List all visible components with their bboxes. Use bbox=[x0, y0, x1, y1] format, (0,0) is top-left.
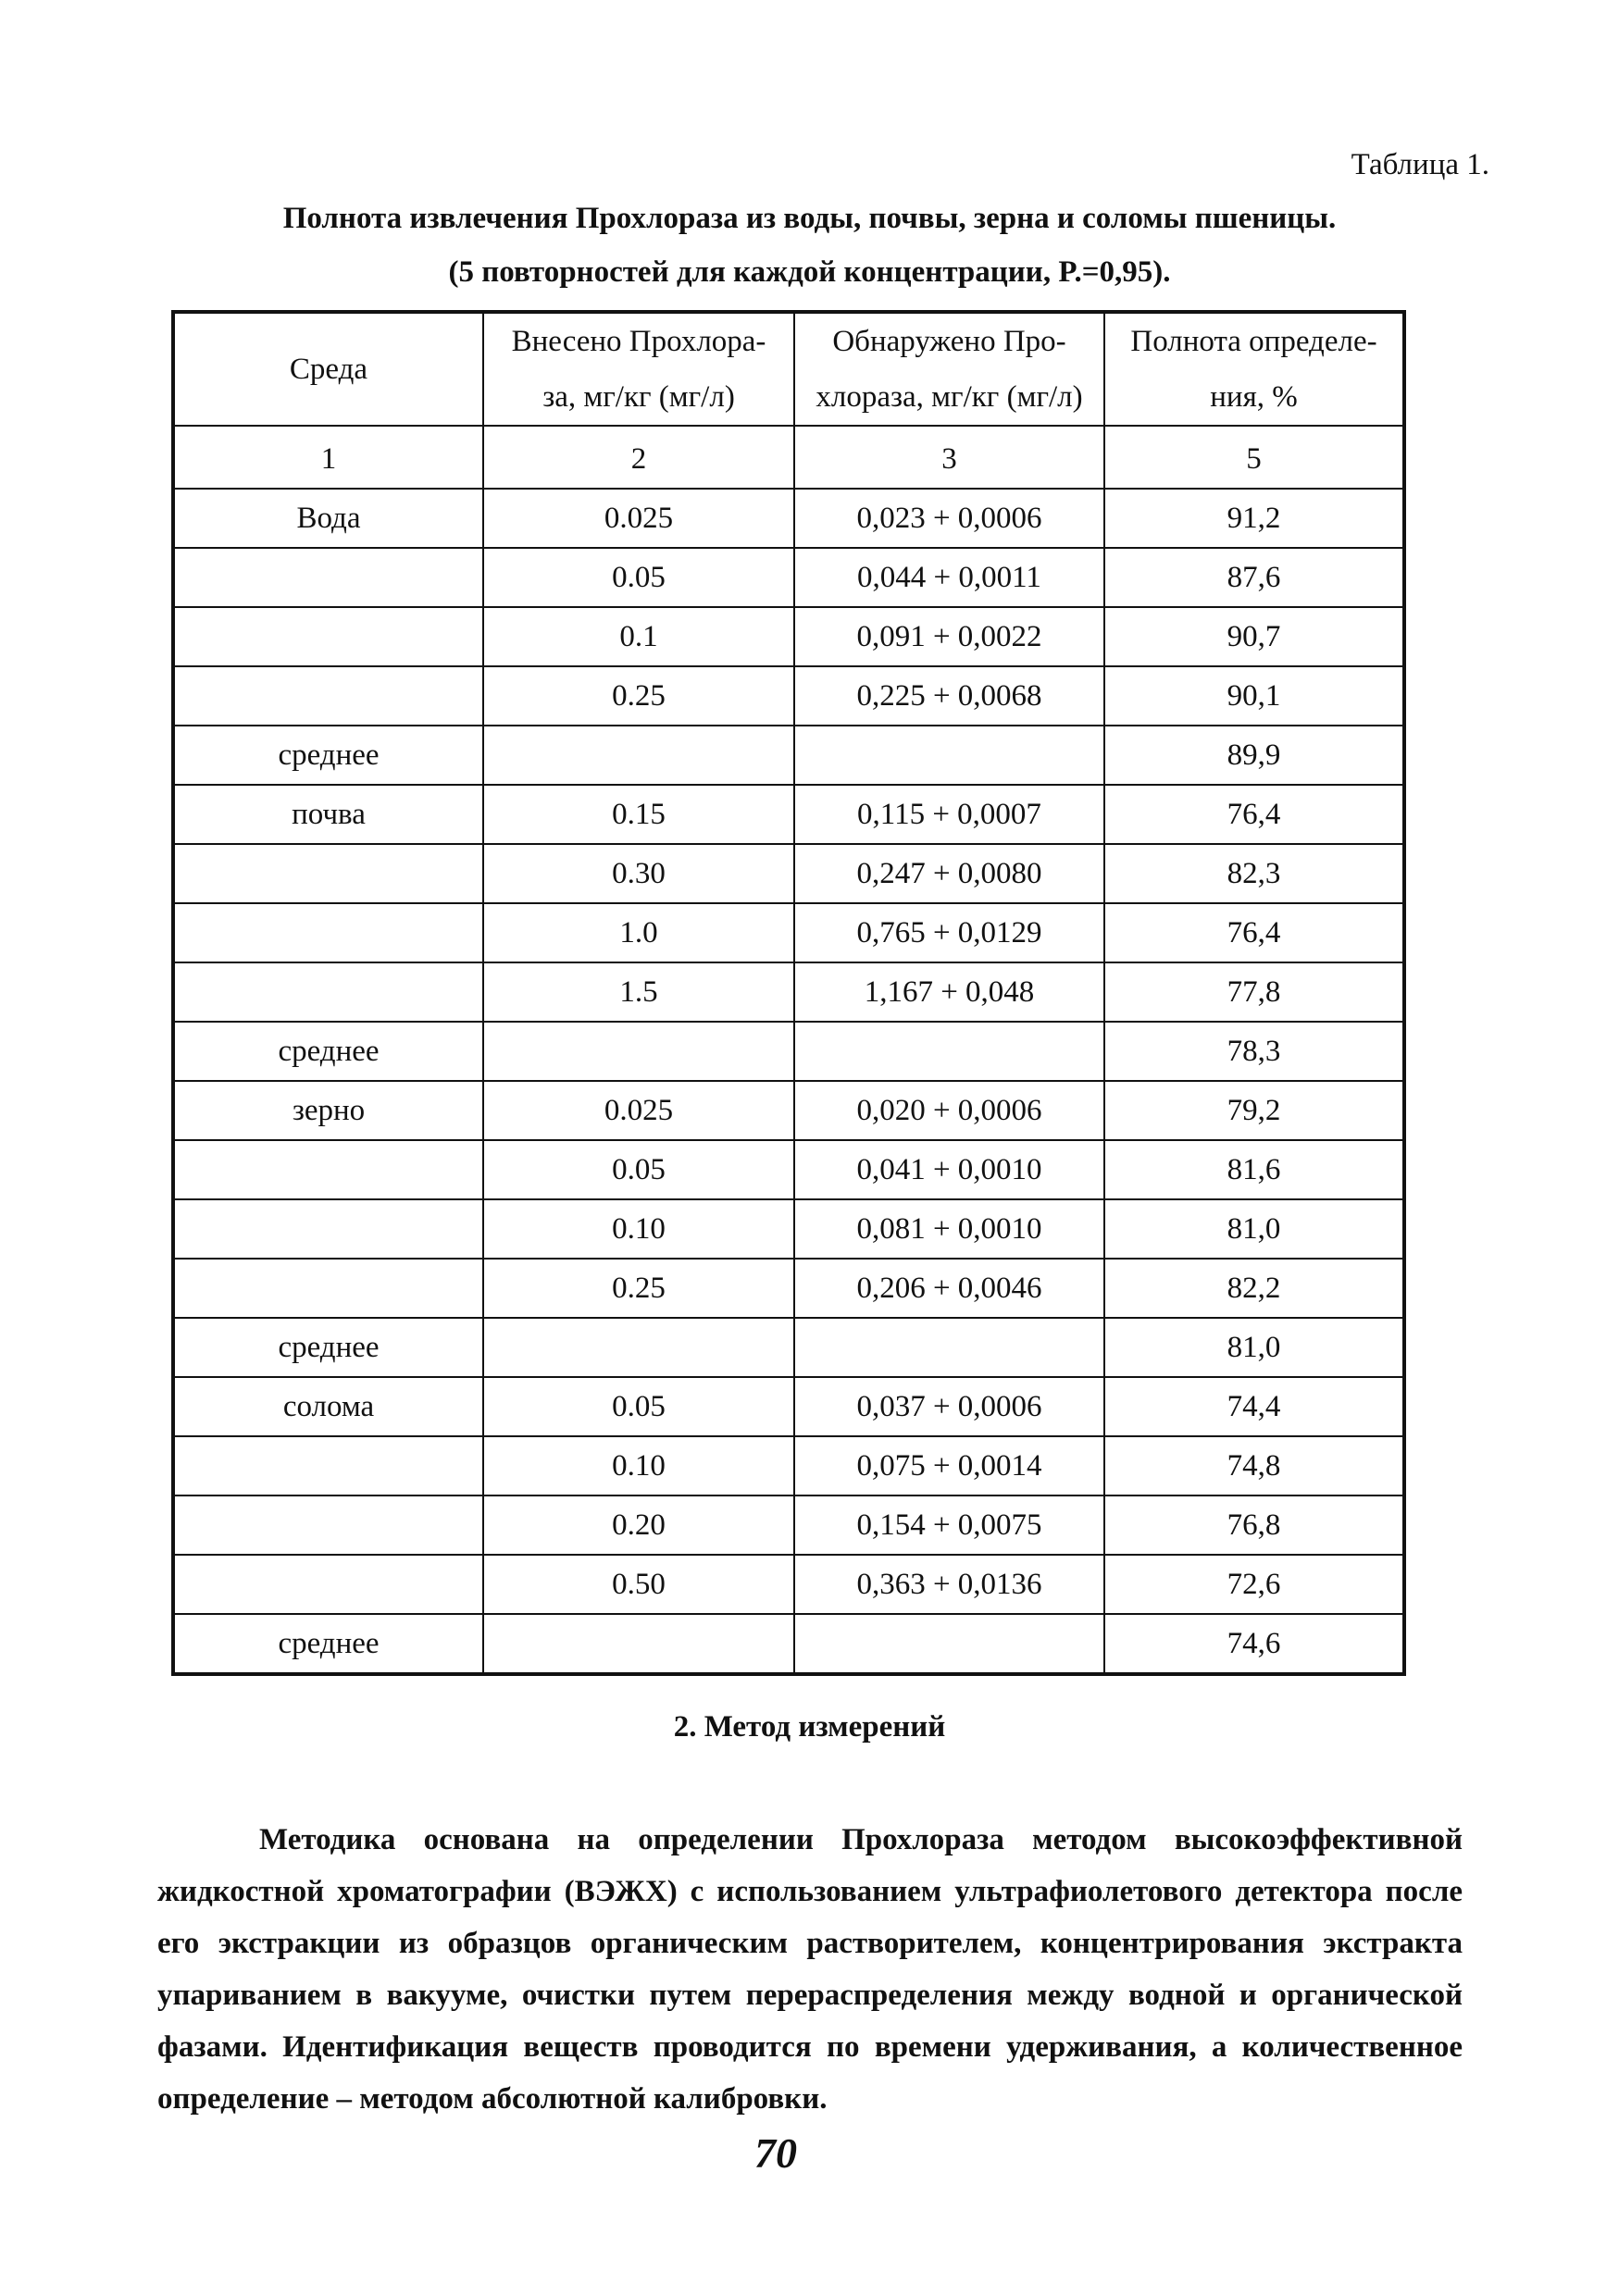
column-number-cell: 2 bbox=[483, 426, 794, 489]
cell-found: 0,037 + 0,0006 bbox=[794, 1377, 1104, 1436]
cell-found: 0,091 + 0,0022 bbox=[794, 607, 1104, 666]
table-row bbox=[173, 726, 1404, 785]
cell-recovery: 91,2 bbox=[1104, 489, 1404, 548]
table-row bbox=[173, 1614, 1404, 1674]
cell-added: 0.10 bbox=[483, 1199, 794, 1259]
table-row bbox=[173, 607, 1404, 666]
cell-found: 0,247 + 0,0080 bbox=[794, 844, 1104, 903]
cell-recovery: 76,4 bbox=[1104, 903, 1404, 962]
cell-medium bbox=[173, 1436, 483, 1496]
header-cell bbox=[794, 312, 1104, 426]
cell-medium: зерно bbox=[173, 1081, 483, 1140]
table-row bbox=[173, 1259, 1404, 1318]
table-row bbox=[173, 666, 1404, 726]
cell-added: 0.50 bbox=[483, 1555, 794, 1614]
cell-recovery: 81,0 bbox=[1104, 1318, 1404, 1377]
cell-medium bbox=[173, 607, 483, 666]
table-row bbox=[173, 1555, 1404, 1614]
cell-medium: среднее bbox=[173, 1614, 483, 1674]
column-number-row bbox=[173, 426, 1404, 489]
method-paragraph bbox=[157, 1814, 1463, 2125]
cell-added: 0.10 bbox=[483, 1436, 794, 1496]
cell-medium bbox=[173, 844, 483, 903]
cell-recovery: 74,6 bbox=[1104, 1614, 1404, 1674]
section-title: 2. Метод измерений bbox=[673, 1710, 946, 1744]
table-body bbox=[173, 489, 1404, 1674]
cell-recovery: 81,0 bbox=[1104, 1199, 1404, 1259]
cell-found: 0,023 + 0,0006 bbox=[794, 489, 1104, 548]
handwritten-page-number: 70 bbox=[754, 2129, 797, 2177]
table-row bbox=[173, 1318, 1404, 1377]
cell-added bbox=[483, 726, 794, 785]
cell-medium: среднее bbox=[173, 726, 483, 785]
table-row bbox=[173, 548, 1404, 607]
paragraph-text: Методика основана на определении Прохлораза методом высокоэффективной жидкостной хроматографии (ВЭЖХ) с использованием ультрафиолетового детектора после его экстракции из образцов органическим растворителем, концентрирования экстракта упариванием в вакууме, очистки путем перераспределения между водной и органической фазами. Идентификация веществ проводится по времени удерживания, а количественное определение – методом абсолютной калибровки. bbox=[157, 1823, 1463, 2116]
header-cell bbox=[1104, 312, 1404, 426]
cell-added: 0.025 bbox=[483, 1081, 794, 1140]
cell-found bbox=[794, 726, 1104, 785]
table-row bbox=[173, 962, 1404, 1022]
cell-recovery: 78,3 bbox=[1104, 1022, 1404, 1081]
cell-added bbox=[483, 1318, 794, 1377]
header-text: Внесено Прохлора- bbox=[511, 325, 766, 358]
cell-found: 0,041 + 0,0010 bbox=[794, 1140, 1104, 1199]
cell-medium: почва bbox=[173, 785, 483, 844]
cell-recovery: 74,8 bbox=[1104, 1436, 1404, 1496]
cell-added bbox=[483, 1022, 794, 1081]
cell-added: 0.05 bbox=[483, 1140, 794, 1199]
cell-medium: Вода bbox=[173, 489, 483, 548]
cell-medium bbox=[173, 962, 483, 1022]
cell-medium bbox=[173, 1199, 483, 1259]
cell-recovery: 77,8 bbox=[1104, 962, 1404, 1022]
table-row bbox=[173, 1140, 1404, 1199]
cell-recovery: 76,4 bbox=[1104, 785, 1404, 844]
cell-added: 0.05 bbox=[483, 1377, 794, 1436]
cell-recovery: 79,2 bbox=[1104, 1081, 1404, 1140]
cell-medium bbox=[173, 1259, 483, 1318]
cell-recovery: 76,8 bbox=[1104, 1496, 1404, 1555]
cell-found: 0,363 + 0,0136 bbox=[794, 1555, 1104, 1614]
cell-medium bbox=[173, 903, 483, 962]
cell-recovery: 82,2 bbox=[1104, 1259, 1404, 1318]
cell-recovery: 81,6 bbox=[1104, 1140, 1404, 1199]
column-number-cell: 5 bbox=[1104, 426, 1404, 489]
header-text: ния, % bbox=[1210, 380, 1298, 414]
cell-added: 0.025 bbox=[483, 489, 794, 548]
cell-found: 0,020 + 0,0006 bbox=[794, 1081, 1104, 1140]
cell-medium: среднее bbox=[173, 1318, 483, 1377]
column-number-cell: 1 bbox=[173, 426, 483, 489]
cell-found: 0,154 + 0,0075 bbox=[794, 1496, 1104, 1555]
cell-found: 0,044 + 0,0011 bbox=[794, 548, 1104, 607]
cell-recovery: 74,4 bbox=[1104, 1377, 1404, 1436]
header-text: Среда bbox=[289, 353, 368, 386]
header-cell bbox=[173, 312, 483, 426]
cell-recovery: 72,6 bbox=[1104, 1555, 1404, 1614]
cell-medium bbox=[173, 1140, 483, 1199]
cell-medium bbox=[173, 1555, 483, 1614]
cell-found bbox=[794, 1318, 1104, 1377]
cell-recovery: 90,7 bbox=[1104, 607, 1404, 666]
table-row bbox=[173, 1436, 1404, 1496]
cell-found: 0,206 + 0,0046 bbox=[794, 1259, 1104, 1318]
table-caption-line-1: Полнота извлечения Прохлораза из воды, почвы, зерна и соломы пшеницы. bbox=[282, 202, 1337, 235]
cell-added bbox=[483, 1614, 794, 1674]
table-caption-line-2: (5 повторностей для каждой концентрации, P.=0,95). bbox=[448, 255, 1171, 289]
cell-recovery: 90,1 bbox=[1104, 666, 1404, 726]
cell-found bbox=[794, 1022, 1104, 1081]
table-row bbox=[173, 903, 1404, 962]
cell-medium bbox=[173, 548, 483, 607]
table-row bbox=[173, 1081, 1404, 1140]
cell-added: 0.20 bbox=[483, 1496, 794, 1555]
cell-found: 0,225 + 0,0068 bbox=[794, 666, 1104, 726]
header-cell bbox=[483, 312, 794, 426]
cell-found bbox=[794, 1614, 1104, 1674]
table-row bbox=[173, 1199, 1404, 1259]
table-row bbox=[173, 844, 1404, 903]
cell-added: 0.30 bbox=[483, 844, 794, 903]
cell-added: 0.05 bbox=[483, 548, 794, 607]
cell-added: 0.25 bbox=[483, 666, 794, 726]
cell-medium: среднее bbox=[173, 1022, 483, 1081]
column-number-cell: 3 bbox=[794, 426, 1104, 489]
cell-found: 0,081 + 0,0010 bbox=[794, 1199, 1104, 1259]
header-text: хлораза, мг/кг (мг/л) bbox=[816, 380, 1083, 414]
table-label: Таблица 1. bbox=[1351, 148, 1489, 181]
cell-added: 0.25 bbox=[483, 1259, 794, 1318]
cell-found: 0,765 + 0,0129 bbox=[794, 903, 1104, 962]
header-text: Обнаружено Про- bbox=[832, 325, 1066, 358]
table-header-row bbox=[173, 312, 1404, 426]
table-row bbox=[173, 1377, 1404, 1436]
cell-medium bbox=[173, 1496, 483, 1555]
table-row bbox=[173, 1022, 1404, 1081]
table-row bbox=[173, 785, 1404, 844]
cell-added: 1.0 bbox=[483, 903, 794, 962]
cell-added: 1.5 bbox=[483, 962, 794, 1022]
header-text: Полнота определе- bbox=[1130, 325, 1377, 358]
cell-recovery: 89,9 bbox=[1104, 726, 1404, 785]
table-row bbox=[173, 1496, 1404, 1555]
cell-found: 0,075 + 0,0014 bbox=[794, 1436, 1104, 1496]
cell-found: 0,115 + 0,0007 bbox=[794, 785, 1104, 844]
table-row bbox=[173, 489, 1404, 548]
cell-medium: солома bbox=[173, 1377, 483, 1436]
cell-added: 0.1 bbox=[483, 607, 794, 666]
cell-medium bbox=[173, 666, 483, 726]
cell-added: 0.15 bbox=[483, 785, 794, 844]
cell-found: 1,167 + 0,048 bbox=[794, 962, 1104, 1022]
cell-recovery: 87,6 bbox=[1104, 548, 1404, 607]
cell-recovery: 82,3 bbox=[1104, 844, 1404, 903]
recovery-table bbox=[171, 310, 1406, 1676]
header-text: за, мг/кг (мг/л) bbox=[542, 380, 735, 414]
